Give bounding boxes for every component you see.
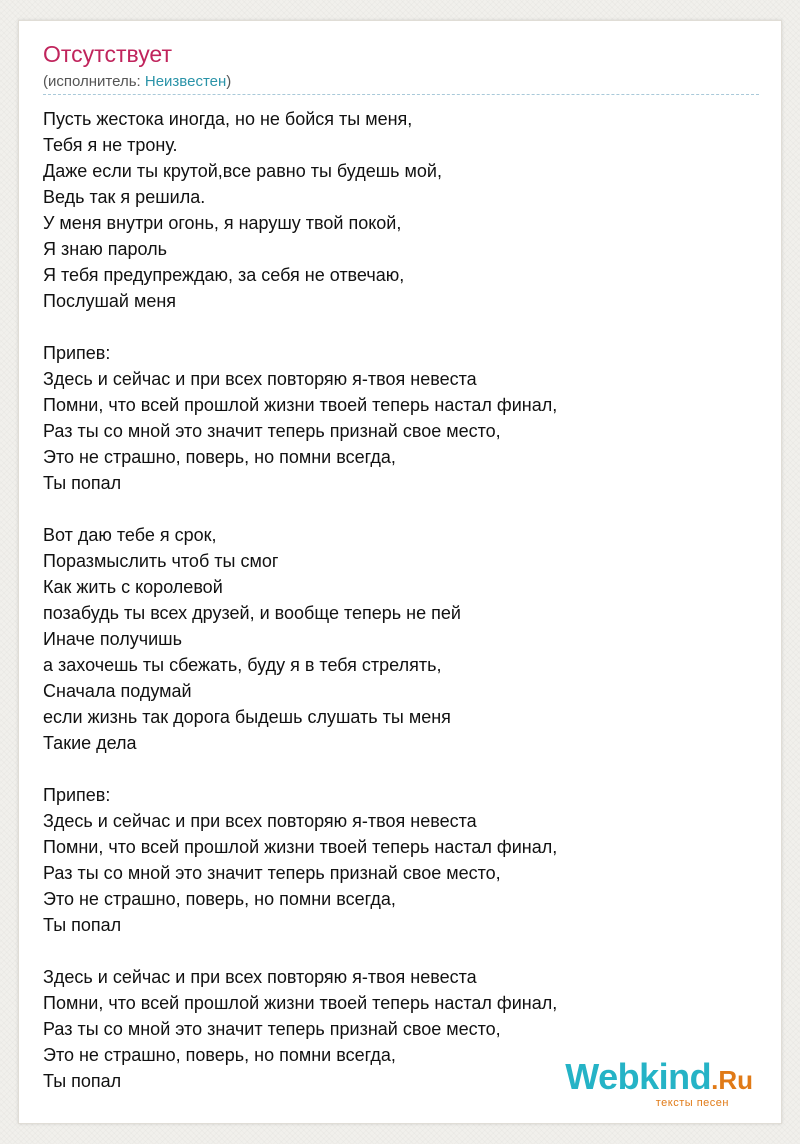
lyrics-stanza	[43, 522, 763, 756]
lyrics-stanza	[43, 782, 763, 938]
lyric-line: Это не страшно, поверь, но помни всегда,	[43, 447, 396, 467]
lyric-line: Помни, что всей прошлой жизни твоей теперь настал финал,	[43, 837, 558, 857]
lyric-line: Ты попал	[43, 1071, 122, 1091]
logo-brand: Webkind	[565, 1056, 712, 1097]
lyric-line: Это не страшно, поверь, но помни всегда,	[43, 1045, 396, 1065]
lyric-line: Помни, что всей прошлой жизни твоей теперь настал финал,	[43, 993, 558, 1013]
lyrics-stanza	[43, 340, 763, 496]
lyric-line: Я знаю пароль	[43, 239, 167, 259]
lyric-line: позабудь ты всех друзей, и вообще теперь не пей	[43, 603, 461, 623]
header-divider	[43, 94, 759, 95]
lyric-line: а захочешь ты сбежать, буду я в тебя стрелять,	[43, 655, 442, 675]
lyric-line: Вот даю тебе я срок,	[43, 525, 217, 545]
lyric-line: Тебя я не трону.	[43, 135, 178, 155]
artist-prefix: (исполнитель:	[43, 73, 145, 90]
lyric-line: Ты попал	[43, 915, 122, 935]
lyric-line: Ты попал	[43, 473, 122, 493]
lyric-line: Здесь и сейчас и при всех повторяю я-твоя невеста	[43, 369, 477, 389]
logo-tagline: тексты песен	[655, 1097, 729, 1109]
lyric-line: Такие дела	[43, 733, 137, 753]
lyric-line: Помни, что всей прошлой жизни твоей теперь настал финал,	[43, 395, 558, 415]
lyric-line: Как жить с королевой	[43, 577, 223, 597]
logo-tld: .Ru	[711, 1065, 753, 1095]
lyric-line: Здесь и сейчас и при всех повторяю я-твоя невеста	[43, 811, 477, 831]
lyric-line: Это не страшно, поверь, но помни всегда,	[43, 889, 396, 909]
lyrics-stanza	[43, 106, 763, 314]
lyric-line: Раз ты со мной это значит теперь признай свое место,	[43, 1019, 501, 1039]
song-title: Отсутствует	[43, 41, 172, 67]
lyric-line: Раз ты со мной это значит теперь признай свое место,	[43, 863, 501, 883]
lyric-line: Я тебя предупреждаю, за себя не отвечаю,	[43, 265, 405, 285]
artist-line	[43, 74, 231, 89]
webkind-logo	[553, 1056, 753, 1109]
lyric-line: Здесь и сейчас и при всех повторяю я-твоя невеста	[43, 967, 477, 987]
lyric-line: У меня внутри огонь, я нарушу твой покой,	[43, 213, 402, 233]
lyric-line: Послушай меня	[43, 291, 177, 311]
lyric-line: Даже если ты крутой,все равно ты будешь мой,	[43, 161, 442, 181]
lyric-line: если жизнь так дорога быдешь слушать ты меня	[43, 707, 451, 727]
lyrics-body	[43, 106, 763, 1120]
lyric-line: Иначе получишь	[43, 629, 182, 649]
lyric-line: Припев:	[43, 343, 111, 363]
artist-link[interactable]: Неизвестен	[144, 73, 227, 90]
lyric-line: Припев:	[43, 785, 111, 805]
lyric-line: Поразмыслить чтоб ты смог	[43, 551, 279, 571]
lyrics-card	[18, 20, 782, 1124]
lyric-line: Раз ты со мной это значит теперь признай свое место,	[43, 421, 501, 441]
logo-wordmark	[565, 1056, 753, 1097]
lyric-line: Пусть жестока иногда, но не бойся ты меня,	[43, 109, 413, 129]
lyric-line: Сначала подумай	[43, 681, 192, 701]
lyric-line: Ведь так я решила.	[43, 187, 206, 207]
artist-suffix: )	[226, 73, 232, 90]
